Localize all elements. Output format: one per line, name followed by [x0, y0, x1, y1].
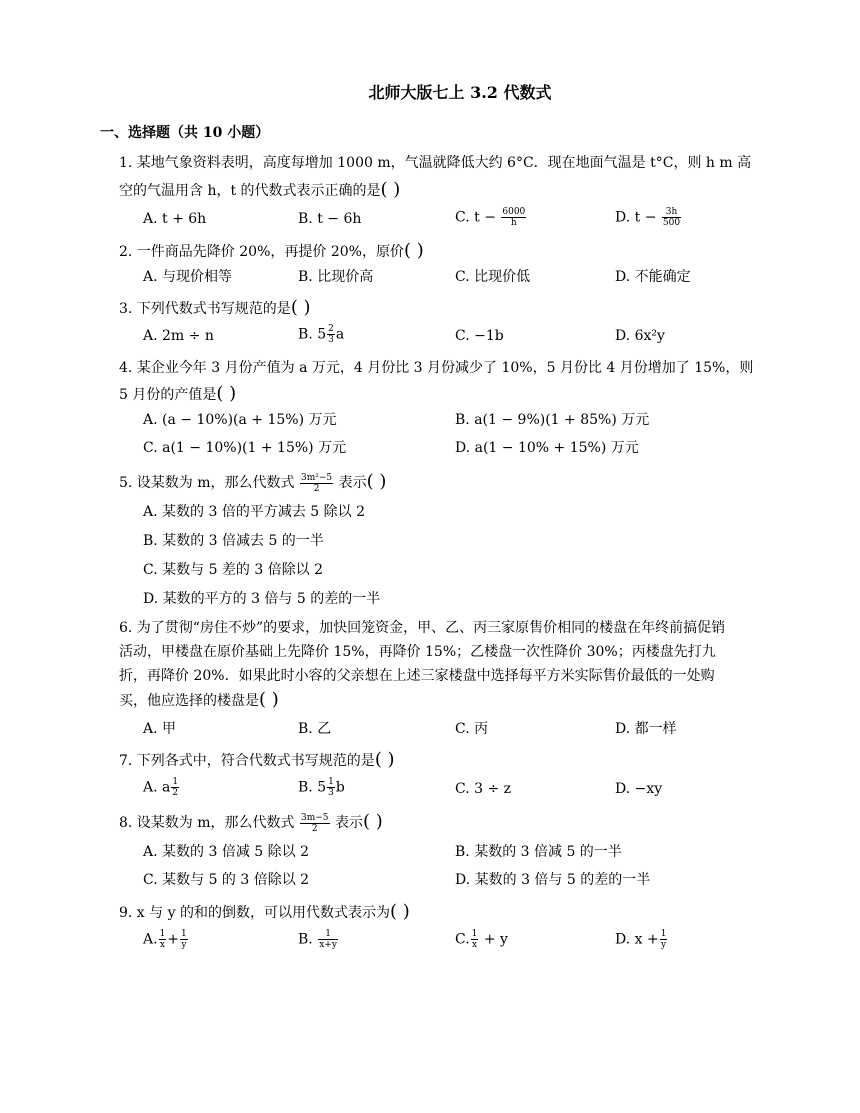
q3-option-a: A. 2m ÷ n [143, 328, 214, 344]
q5-option-a: A. 某数的 3 倍的平方减去 5 除以 2 [143, 504, 365, 520]
q6-option-b: B. 乙 [298, 721, 332, 737]
q6-line2: 活动，甲楼盘在原价基础上先降价 15%，再降价 15%；乙楼盘一次性降价 30%；丙楼盘先打九 [119, 644, 716, 660]
page-title: 北师大版七上 3.2 代数式 [368, 83, 552, 102]
q9-option-d: D. x + $\frac{1}{y}$ [615, 929, 667, 950]
section-title: 一、选择题（共 10 小题） [100, 125, 270, 141]
q7-stem: 7. 下列各式中，符合代数式书写规范的是( ) [119, 749, 395, 770]
q1-line2: 空的气温用含 h，t 的代数式表示正确的是( ) [119, 179, 401, 200]
q8-option-b: B. 某数的 3 倍减 5 的一半 [455, 844, 622, 860]
q5-option-c: C. 某数与 5 差的 3 倍除以 2 [143, 562, 324, 578]
q2-option-b: B. 比现价高 [298, 269, 374, 285]
q3-stem: 3. 下列代数式书写规范的是( ) [119, 297, 311, 318]
q3-option-d: D. 6x²y [615, 328, 665, 344]
q4-option-d: D. a(1 − 10% + 15%) 万元 [455, 440, 639, 456]
q4-option-b: B. a(1 − 9%)(1 + 85%) 万元 [455, 412, 650, 428]
q6-line3: 折，再降价 20%．如果此时小容的父亲想在上述三家楼盘中选择每平方米实际售价最低的一处购 [119, 668, 715, 684]
q3-option-b: B. 5 $\frac{2}{3}$ a [298, 324, 345, 345]
q1-option-d: D. t − $\frac{3h}{500}$ [615, 207, 681, 228]
q4-line2: 5 月份的产值是( ) [119, 383, 237, 404]
q6-option-d: D. 都一样 [615, 721, 677, 737]
q4-line1: 4. 某企业今年 3 月份产值为 a 万元，4 月份比 3 月份减少了 10%，5 月份比 4 月份增加了 15%，则 [119, 360, 754, 376]
q2-option-d: D. 不能确定 [615, 269, 691, 285]
q6-line4: 买，他应选择的楼盘是( ) [119, 689, 279, 710]
q9-option-a: A. $\frac{1}{x}$ + $\frac{1}{y}$ [143, 929, 187, 950]
q5-option-b: B. 某数的 3 倍减去 5 的一半 [143, 533, 324, 549]
q9-option-b: B. $\frac{1}{x+y}$ [298, 929, 337, 950]
q8-stem: 8. 设某数为 m，那么代数式 $\frac{3m-5}{2}$ 表示( ) [119, 811, 383, 834]
q1-option-b: B. t − 6h [298, 211, 362, 227]
q3-option-c: C. −1b [455, 328, 504, 344]
q4-option-c: C. a(1 − 10%)(1 + 15%) 万元 [143, 440, 347, 456]
q1-option-a: A. t + 6h [143, 211, 207, 227]
q5-stem: 5. 设某数为 m，那么代数式 $\frac{\text{3m²−5}}{2}$ 表示( ) [119, 471, 387, 494]
q2-stem: 2. 一件商品先降价 20%，再提价 20%，原价( ) [119, 240, 424, 261]
q7-option-c: C. 3 ÷ z [455, 781, 512, 797]
q9-option-c: C. $\frac{1}{x}$ + y [455, 929, 508, 950]
q8-option-c: C. 某数与 5 的 3 倍除以 2 [143, 872, 310, 888]
q6-option-c: C. 丙 [455, 721, 489, 737]
q7-option-d: D. −xy [615, 781, 663, 797]
q7-option-a: A. a $\frac{1}{2}$ [143, 777, 179, 798]
q2-option-c: C. 比现价低 [455, 269, 531, 285]
q9-stem: 9. x 与 y 的和的倒数，可以用代数式表示为( ) [119, 901, 410, 922]
q8-option-d: D. 某数的 3 倍与 5 的差的一半 [455, 872, 651, 888]
q6-option-a: A. 甲 [143, 721, 177, 737]
q4-option-a: A. (a − 10%)(a + 15%) 万元 [143, 412, 337, 428]
q5-option-d: D. 某数的平方的 3 倍与 5 的差的一半 [143, 591, 381, 607]
q1-option-c: C. t − $\frac{6000}{h}$ [455, 207, 526, 228]
q2-option-a: A. 与现价相等 [143, 269, 233, 285]
q6-line1: 6. 为了贯彻“房住不炒”的要求，加快回笼资金，甲、乙、丙三家原售价相同的楼盘在年终前搞促销 [119, 620, 726, 636]
q1-line1: 1. 某地气象资料表明，高度每增加 1000 m，气温就降低大约 6°C．现在地面气温是 t°C，则 h m 高 [119, 155, 752, 171]
q7-option-b: B. 5 $\frac{1}{3}$ b [298, 777, 345, 798]
q8-option-a: A. 某数的 3 倍减 5 除以 2 [143, 844, 309, 860]
